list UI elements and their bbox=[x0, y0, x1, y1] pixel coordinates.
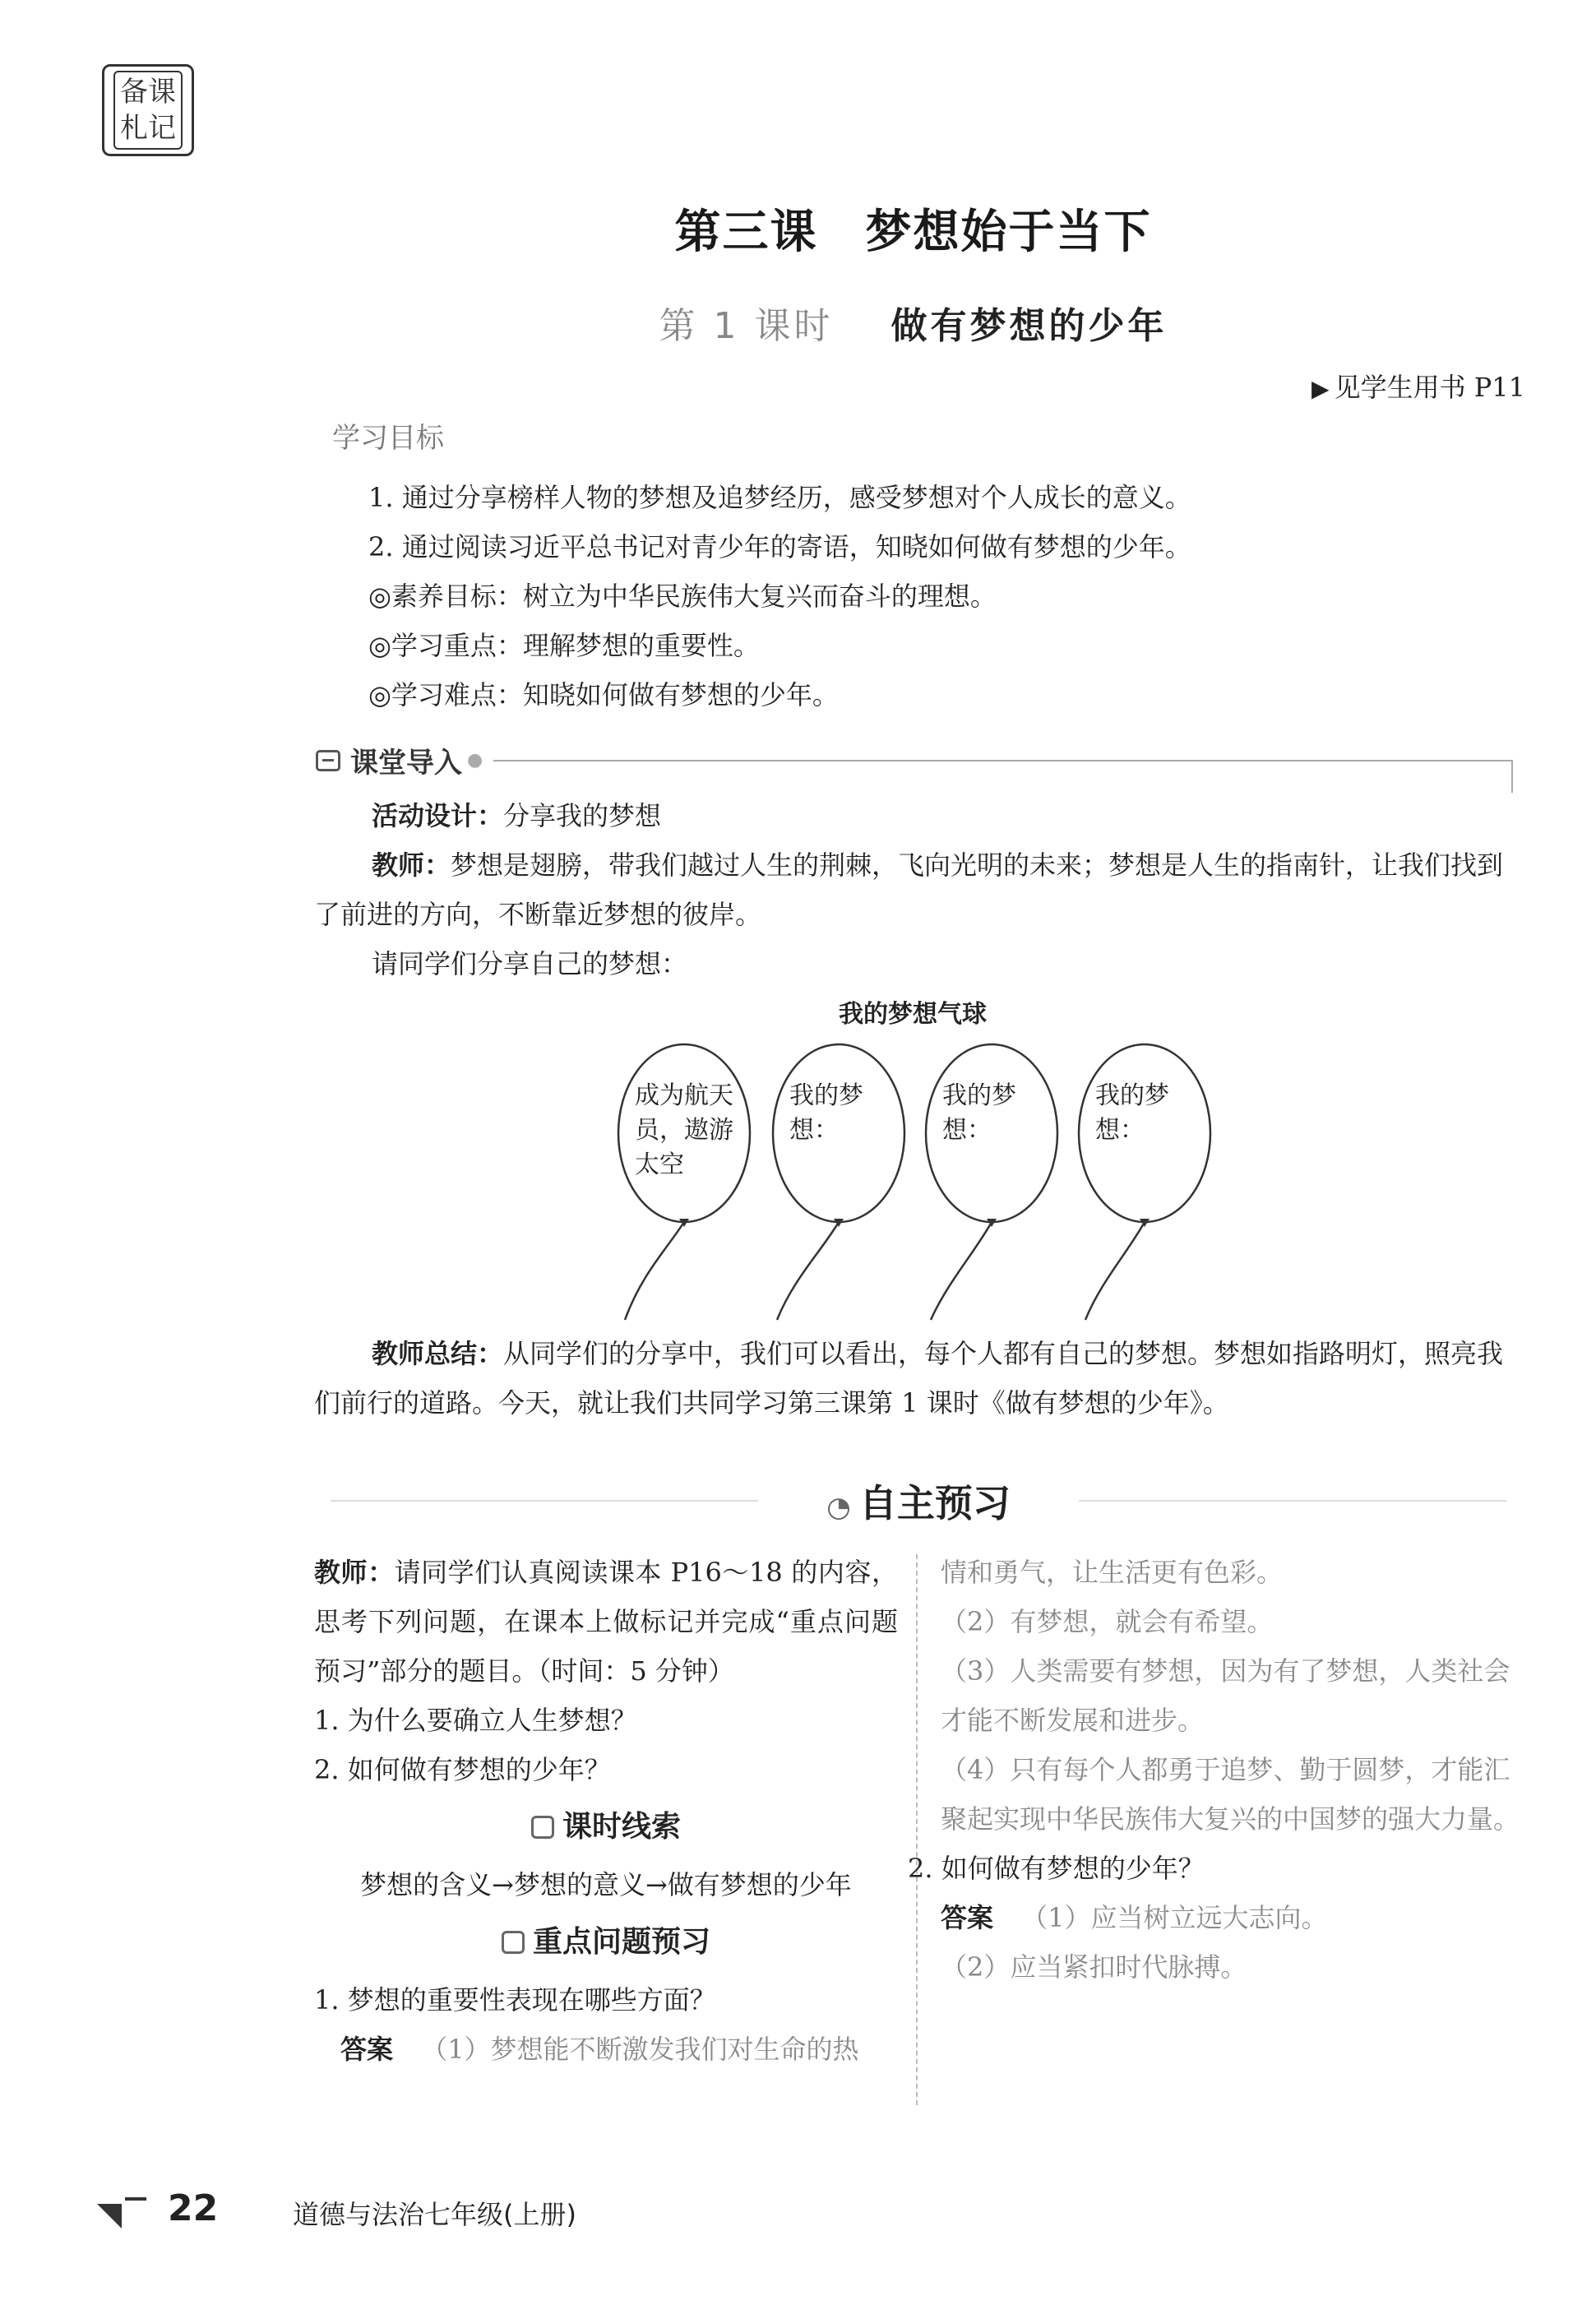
answer-1-point: （4）只有每个人都勇于追梦、勤于圆梦，才能汇聚起实现中华民族伟大复兴的中国梦的强大力量。 bbox=[941, 1754, 1520, 1835]
intro-rule-end bbox=[1511, 760, 1513, 793]
balloon-string-1 bbox=[625, 1222, 684, 1320]
balloon-text-3: 我的梦想： bbox=[942, 1081, 1016, 1145]
column-divider bbox=[916, 1554, 918, 2105]
answer-1-text: （1）梦想能不断激发我们对生命的热 bbox=[421, 2034, 859, 2065]
goal-item: 2. 通过阅读习近平总书记对青少年的寄语，知晓如何做有梦想的少年。 bbox=[368, 531, 1191, 562]
preview-banner bbox=[314, 1464, 1523, 1538]
answer-1-continued: 情和勇气，让生活更有色彩。 bbox=[941, 1557, 1284, 1588]
preview-teacher bbox=[314, 1548, 898, 1696]
balloon-text-1: 成为航天员，遨游太空 bbox=[635, 1081, 733, 1179]
session-name: 做有梦想的少年 bbox=[891, 305, 1168, 347]
balloon-string-3 bbox=[931, 1222, 992, 1320]
intro-heading-text: 课堂导入 bbox=[350, 747, 462, 780]
clue-text: 梦想的含义→梦想的意义→做有梦想的少年 bbox=[360, 1869, 852, 1900]
goal-item: ◎学习难点：知晓如何做有梦想的少年。 bbox=[368, 679, 839, 710]
answer-1-point: （2）有梦想，就会有希望。 bbox=[941, 1606, 1274, 1637]
badge-line2: 札记 bbox=[120, 112, 176, 145]
banner-title-text: 自主预习 bbox=[858, 1481, 1011, 1525]
teacher-text: 梦想是翅膀，带我们越过人生的荆棘，飞向光明的未来；梦想是人生的指南针，让我们找到了前进的方向，不断靠近梦想的彼岸。 bbox=[314, 849, 1504, 930]
activity-label: 活动设计： bbox=[372, 800, 504, 831]
share-prompt: 请同学们分享自己的梦想： bbox=[372, 948, 688, 979]
swirl-icon: ◔ bbox=[826, 1491, 851, 1524]
clue-icon bbox=[531, 1816, 554, 1839]
preview-left-column bbox=[314, 1548, 898, 2074]
activity-line bbox=[372, 791, 661, 840]
notes-badge bbox=[102, 64, 194, 156]
preview-teacher-text: 请同学们认真阅读课本 P16～18 的内容，思考下列问题，在课本上做标记并完成“重点问题预习”部分的题目。（时间：5 分钟） bbox=[314, 1557, 898, 1687]
intro-rule bbox=[493, 760, 1513, 761]
teacher-label: 教师： bbox=[372, 849, 451, 881]
dot-icon: ● bbox=[467, 750, 483, 771]
student-book-reference bbox=[1311, 367, 1525, 405]
key-question-2: 2. 如何做有梦想的少年？ bbox=[908, 1853, 1205, 1884]
key-heading-text: 重点问题预习 bbox=[532, 1925, 710, 1959]
goals-list bbox=[368, 473, 1536, 720]
goal-item: 1. 通过分享榜样人物的梦想及追梦经历，感受梦想对个人成长的意义。 bbox=[368, 482, 1191, 513]
triangle-right-icon: ▶ bbox=[1311, 375, 1330, 402]
session-title bbox=[0, 296, 1596, 349]
answer-2-text: （1）应当树立远大志向。 bbox=[1021, 1902, 1328, 1933]
balloon-string-4 bbox=[1085, 1222, 1145, 1320]
session-number: 第 1 课时 bbox=[659, 305, 834, 347]
page-number: 22 bbox=[168, 2187, 219, 2229]
summary-label: 教师总结： bbox=[372, 1338, 504, 1369]
preview-question: 1. 为什么要确立人生梦想？ bbox=[314, 1705, 637, 1736]
answer-2-start bbox=[941, 1893, 1524, 1942]
balloon-string-2 bbox=[777, 1222, 839, 1320]
summary-text: 从同学们的分享中，我们可以看出，每个人都有自己的梦想。梦想如指路明灯，照亮我们前行的道路。今天，就让我们共同学习第三课第 1 课时《做有梦想的少年》。 bbox=[314, 1338, 1504, 1419]
banner-title bbox=[314, 1474, 1523, 1528]
answer-label: 答案 bbox=[340, 2034, 394, 2065]
clue-heading-text: 课时线索 bbox=[562, 1810, 681, 1844]
answer-label: 答案 bbox=[941, 1902, 994, 1933]
balloon-text-4: 我的梦想： bbox=[1095, 1081, 1169, 1145]
goals-heading: 学习目标 bbox=[332, 422, 444, 455]
answer-2-point: （2）应当紧扣时代脉搏。 bbox=[941, 1951, 1247, 1983]
reference-text: 见学生用书 P11 bbox=[1334, 372, 1525, 403]
teacher-intro bbox=[314, 840, 1523, 939]
balloon-text-2: 我的梦想： bbox=[789, 1081, 863, 1145]
answer-1-point: （3）人类需要有梦想，因为有了梦想，人类社会才能不断发展和进步。 bbox=[941, 1655, 1510, 1736]
balloon-title: 我的梦想气球 bbox=[839, 1000, 987, 1029]
activity-text: 分享我的梦想 bbox=[503, 800, 662, 831]
footer-arrow-icon bbox=[89, 2187, 155, 2237]
teacher-summary bbox=[314, 1329, 1523, 1428]
preview-question: 2. 如何做有梦想的少年？ bbox=[314, 1754, 611, 1785]
goal-item: ◎学习重点：理解梦想的重要性。 bbox=[368, 630, 760, 661]
key-icon bbox=[502, 1931, 525, 1954]
key-question-1: 1. 梦想的重要性表现在哪些方面？ bbox=[314, 1984, 716, 2016]
dream-balloons bbox=[608, 1036, 1233, 1324]
preview-teacher-label: 教师： bbox=[314, 1557, 395, 1588]
badge-line1: 备课 bbox=[120, 76, 176, 109]
clue-heading bbox=[314, 1803, 898, 1852]
preview-right-column bbox=[908, 1548, 1524, 1992]
key-heading bbox=[314, 1918, 898, 1967]
chat-box-icon bbox=[316, 750, 340, 771]
answer-1-start bbox=[314, 2025, 898, 2074]
intro-heading bbox=[316, 740, 483, 780]
goal-item: ◎素养目标：树立为中华民族伟大复兴而奋斗的理想。 bbox=[368, 581, 997, 612]
lesson-title: 第三课 梦想始于当下 bbox=[674, 206, 1152, 259]
book-title: 道德与法治七年级(上册) bbox=[293, 2199, 576, 2230]
